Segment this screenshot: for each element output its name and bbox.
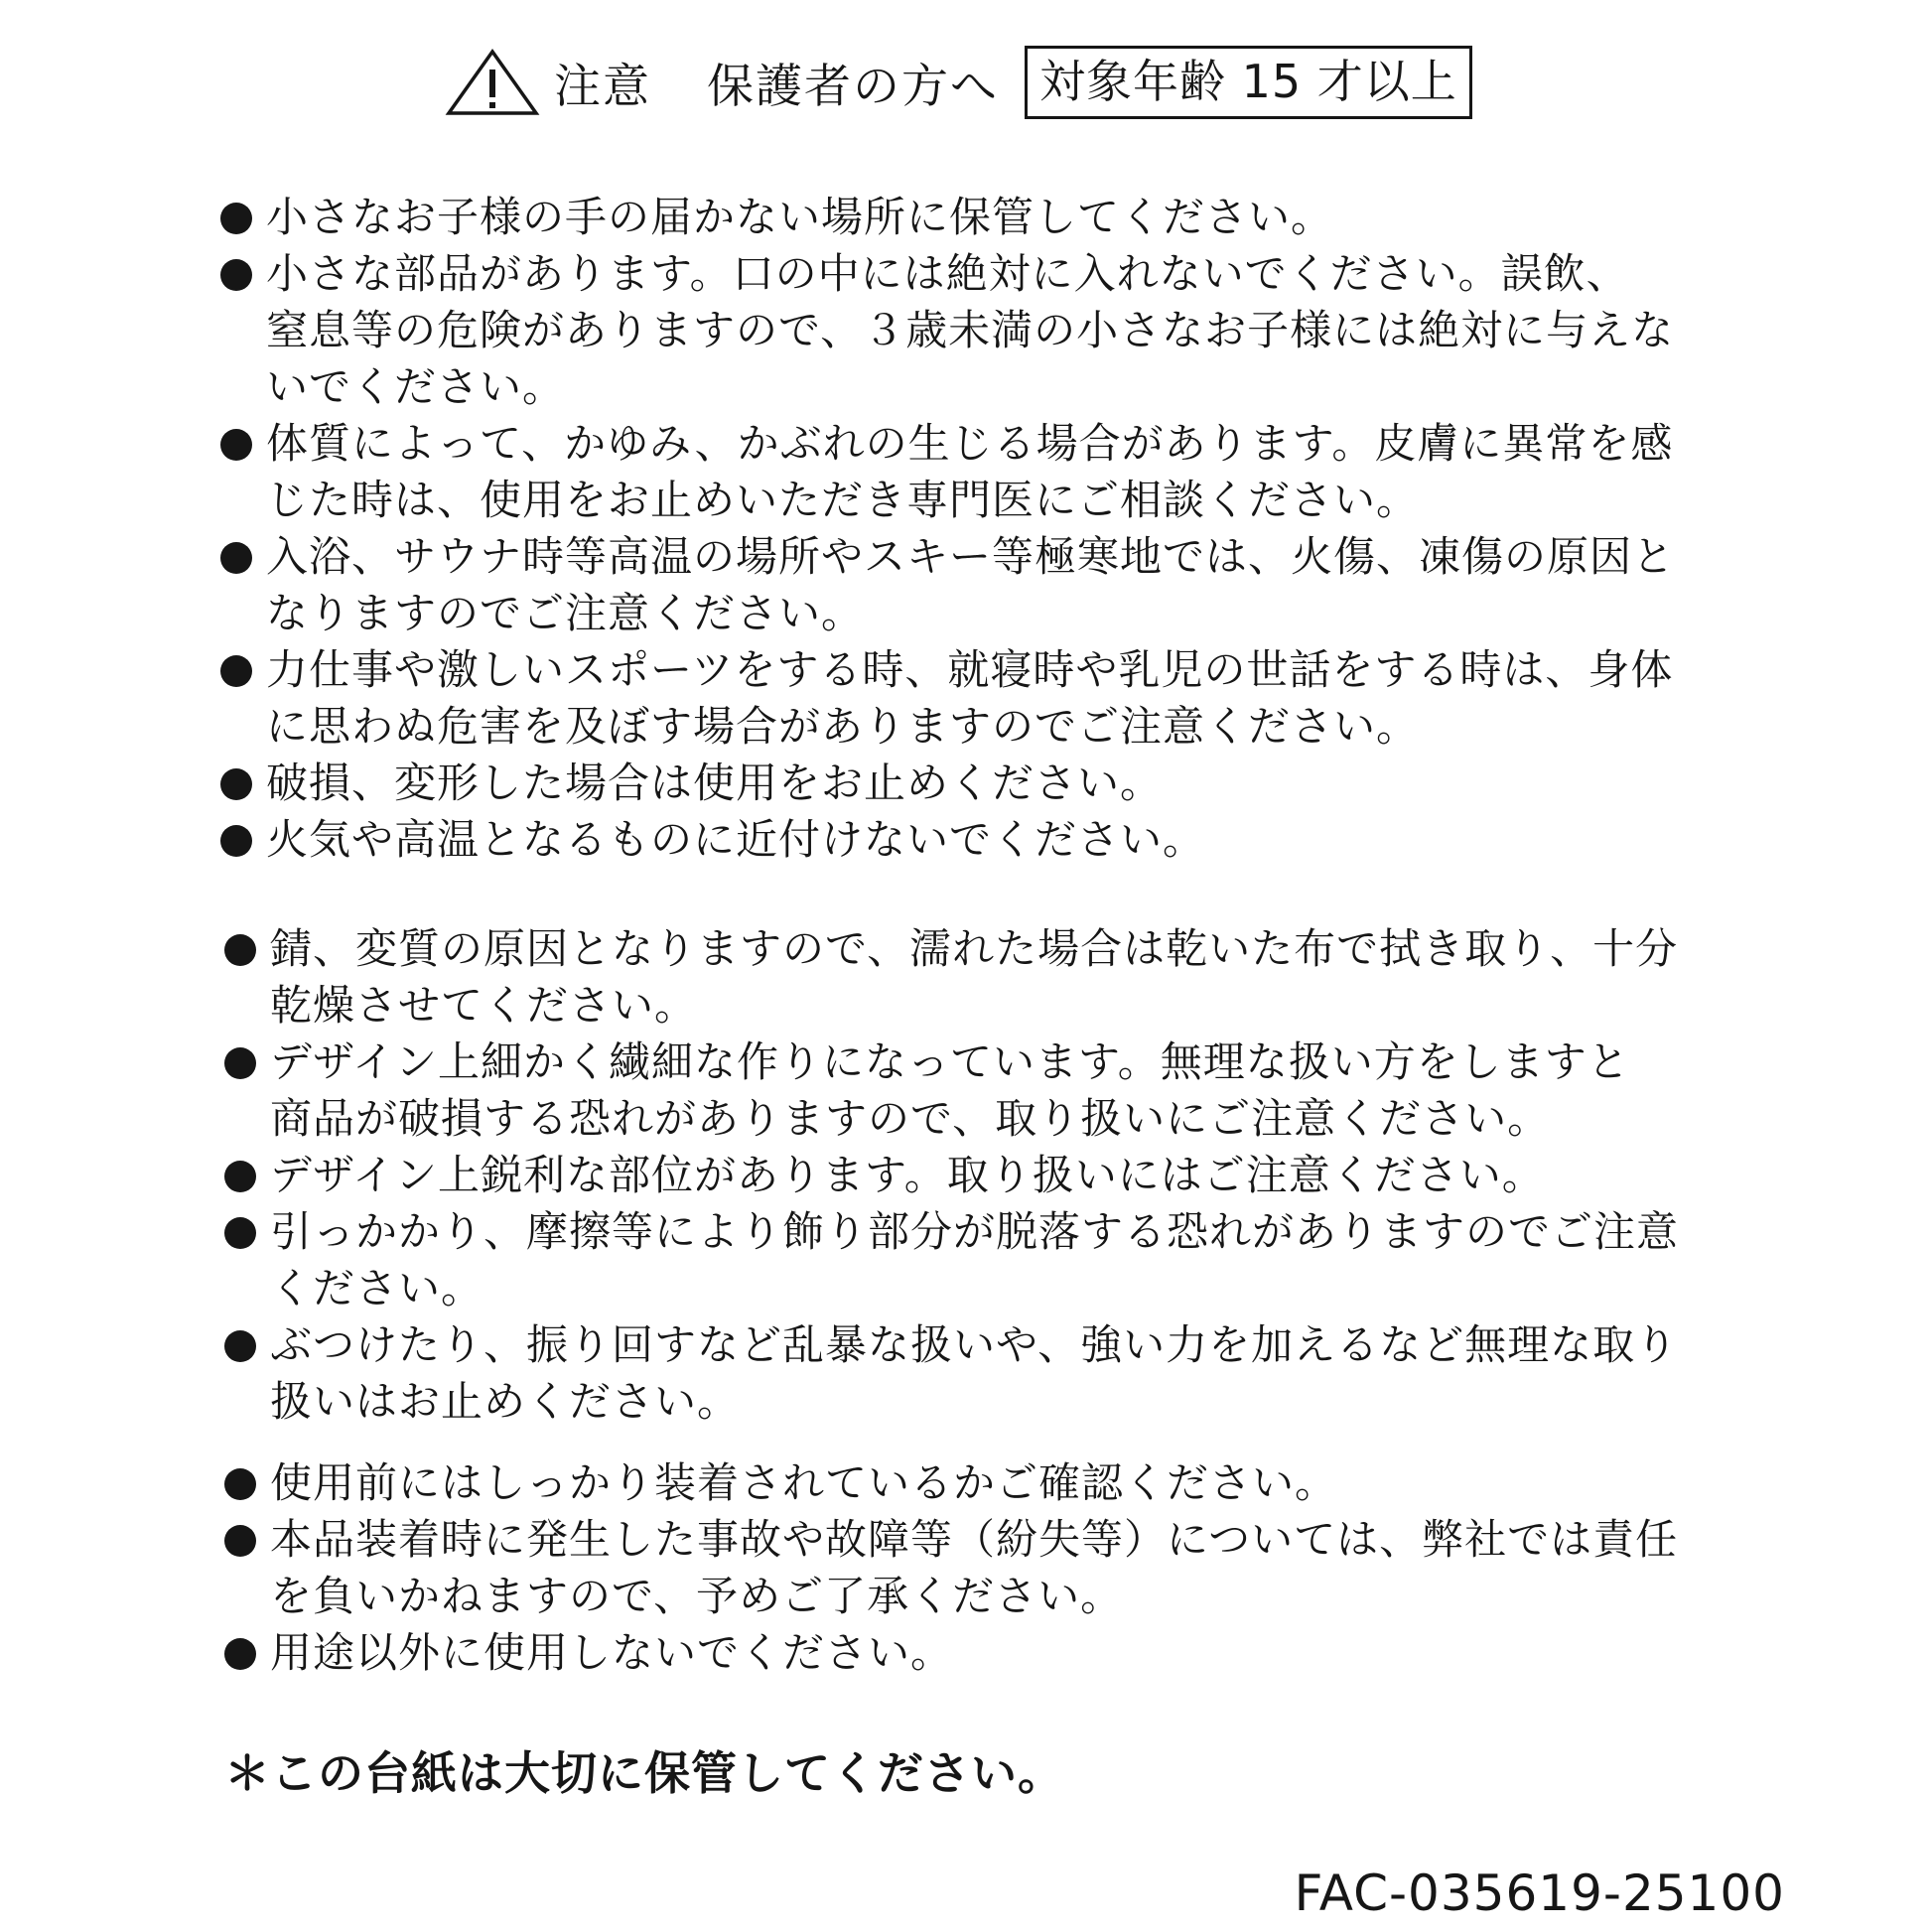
- bullet-icon: [220, 768, 252, 800]
- notice-text: 引っかかり、摩擦等により飾り部分が脱落する恐れがありますのでご注意 ください。: [270, 1207, 1680, 1312]
- notice-item: [220, 528, 1789, 641]
- bullet-icon: [224, 1161, 256, 1192]
- notice-text: 破損、変形した場合は使用をお止めください。: [266, 759, 1164, 807]
- header-subtitle: 保護者の方へ: [707, 59, 999, 114]
- notice-item: [224, 1454, 1793, 1511]
- header-title: 注意: [554, 59, 651, 114]
- notice-text: 体質によって、かゆみ、かぶれの生じる場合があります。皮膚に異常を感 じた時は、使用をお止めいただき専門医にご相談ください。: [266, 419, 1674, 524]
- notice-item: [220, 755, 1789, 811]
- bullet-icon: [220, 429, 252, 461]
- notice-item: [224, 1624, 1793, 1681]
- notice-text: ぶつけたり、振り回すなど乱暴な扱いや、強い力を加えるなど無理な取り 扱いはお止めください。: [270, 1320, 1679, 1426]
- notice-text: 力仕事や激しいスポーツをする時、就寝時や乳児の世話をする時は、身体 に思わぬ危害を及ぼす場合がありますのでご注意ください。: [266, 645, 1674, 751]
- bullet-icon: [220, 825, 252, 857]
- warning-header: [445, 48, 1472, 117]
- notice-text: 火気や高温となるものに近付けないでください。: [266, 815, 1206, 864]
- notice-item: [224, 1203, 1793, 1316]
- notice-item: [220, 189, 1789, 245]
- notice-text: 入浴、サウナ時等高温の場所やスキー等極寒地では、火傷、凍傷の原因と なりますのでご注意ください。: [266, 532, 1676, 637]
- notice-item: [224, 1147, 1793, 1203]
- notice-item: [220, 415, 1789, 528]
- notice-item: [220, 641, 1789, 755]
- bullet-icon: [224, 1468, 256, 1500]
- product-code: FAC-035619-25100: [1294, 1864, 1785, 1922]
- bullet-icon: [224, 1047, 256, 1079]
- notice-item: [224, 1511, 1793, 1624]
- warning-triangle-icon: [445, 48, 540, 117]
- bullet-icon: [220, 655, 252, 687]
- notice-text: デザイン上細かく繊細な作りになっています。無理な扱い方をしますと 商品が破損する恐れがありますので、取り扱いにご注意ください。: [270, 1037, 1630, 1143]
- notice-text: 用途以外に使用しないでください。: [270, 1628, 954, 1677]
- bullet-icon: [224, 1525, 256, 1557]
- notice-text: 本品装着時に発生した事故や故障等（紛失等）については、弊社では責任 を負いかねますので、予めご了承ください。: [270, 1515, 1679, 1620]
- notice-text: 使用前にはしっかり装着されているかご確認ください。: [270, 1458, 1338, 1507]
- notice-text: デザイン上鋭利な部位があります。取り扱いにはご注意ください。: [270, 1151, 1545, 1199]
- storage-note: ＊この台紙は大切に保管してください。: [224, 1746, 1064, 1800]
- age-rating-box: 対象年齢 15 才以上: [1025, 46, 1472, 119]
- notice-item: [224, 1316, 1793, 1430]
- notice-item: [224, 920, 1793, 1034]
- notice-item: [220, 245, 1789, 415]
- bullet-icon: [220, 203, 252, 234]
- bullet-icon: [224, 1330, 256, 1362]
- bullet-icon: [224, 1217, 256, 1249]
- bullet-icon: [224, 934, 256, 966]
- notice-item: [224, 1034, 1793, 1147]
- bullet-icon: [224, 1638, 256, 1670]
- bullet-icon: [220, 259, 252, 291]
- notice-text: 小さな部品があります。口の中には絶対に入れないでください。誤飲、 窒息等の危険がありますので、３歳未満の小さなお子様には絶対に与えな いでください。: [266, 249, 1675, 411]
- notice-text: 小さなお子様の手の届かない場所に保管してください。: [266, 193, 1334, 241]
- notice-text: 錆、変質の原因となりますので、濡れた場合は乾いた布で拭き取り、十分 乾燥させてください。: [270, 924, 1679, 1030]
- notice-item: [220, 811, 1789, 868]
- bullet-icon: [220, 542, 252, 574]
